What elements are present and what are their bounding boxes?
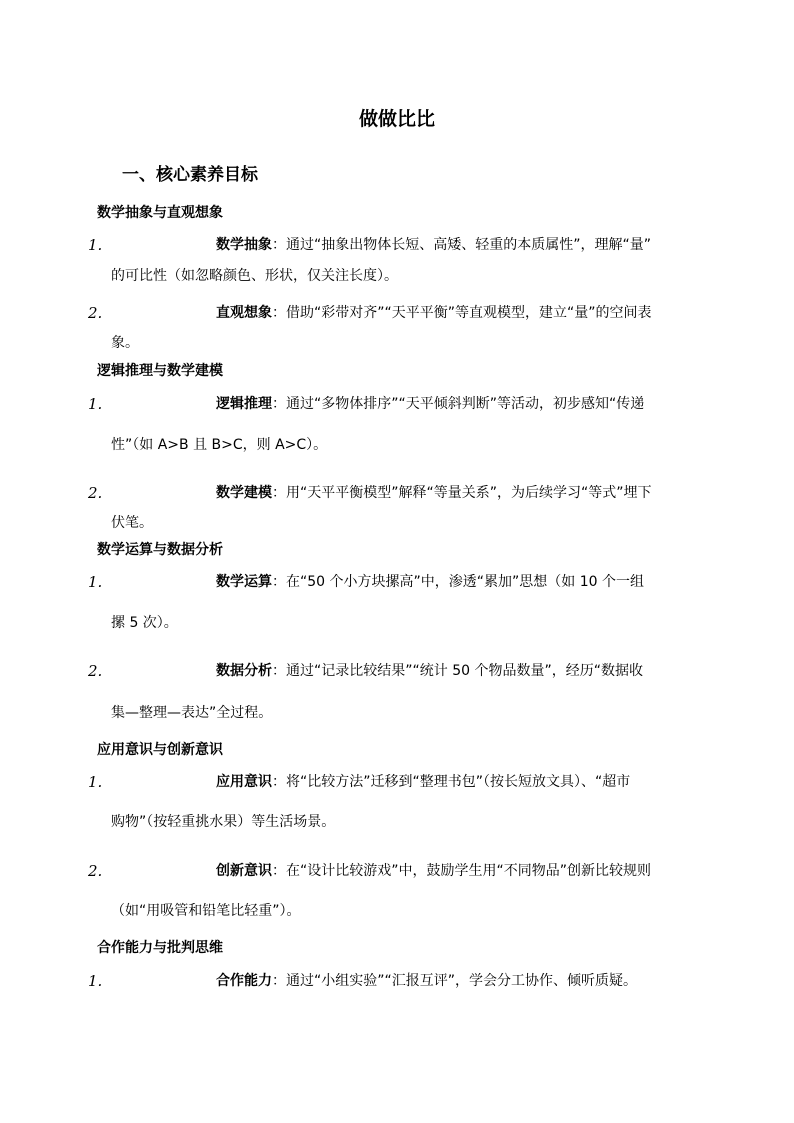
item-text: ：用“天平平衡模型”解释“等量关系”，为后续学习“等式”埋下 <box>272 485 652 501</box>
item-term: 逻辑推理 <box>216 396 272 412</box>
item-number: 1. <box>88 573 103 591</box>
section-heading: 一、核心素养目标 <box>122 165 258 185</box>
subsection-title: 数学运算与数据分析 <box>97 542 223 558</box>
item-continuation: 的可比性（如忽略颜色、形状，仅关注长度）。 <box>111 268 398 284</box>
item-line <box>216 660 676 680</box>
item-number: 2. <box>88 304 103 322</box>
item-line <box>216 860 676 880</box>
item-line <box>216 393 676 413</box>
item-text: ：通过“小组实验”“汇报互评”，学会分工协作、倾听质疑。 <box>272 973 638 989</box>
item-term: 应用意识 <box>216 774 272 790</box>
item-line <box>216 234 676 254</box>
subsection-title: 合作能力与批判思维 <box>97 940 223 956</box>
item-line <box>216 970 676 990</box>
item-text: ：通过“抽象出物体长短、高矮、轻重的本质属性”，理解“量” <box>272 237 652 253</box>
item-text: ：通过“多物体排序”“天平倾斜判断”等活动，初步感知“传递 <box>272 396 645 412</box>
item-term: 数学建模 <box>216 485 272 501</box>
item-text: ：在“设计比较游戏”中，鼓励学生用“不同物品”创新比较规则 <box>272 863 652 879</box>
item-number: 2. <box>88 862 103 880</box>
item-text: ：将“比较方法”迁移到“整理书包”（按长短放文具）、“超市 <box>272 774 631 790</box>
item-continuation: （如“用吸管和铅笔比轻重”）。 <box>111 903 301 919</box>
item-term: 创新意识 <box>216 863 272 879</box>
item-term: 数学运算 <box>216 574 272 590</box>
item-line <box>216 571 676 591</box>
item-number: 1. <box>88 972 103 990</box>
item-number: 1. <box>88 773 103 791</box>
item-term: 直观想象 <box>216 305 272 321</box>
item-term: 数学抽象 <box>216 237 272 253</box>
item-continuation: 象。 <box>111 335 139 351</box>
document-title: 做做比比 <box>358 108 435 130</box>
item-text: ：通过“记录比较结果”“统计 50 个物品数量”，经历“数据收 <box>272 663 643 679</box>
item-continuation: 伏笔。 <box>111 515 153 531</box>
item-line <box>216 482 676 502</box>
subsection-title: 应用意识与创新意识 <box>97 742 223 758</box>
item-line <box>216 771 676 791</box>
item-number: 1. <box>88 236 103 254</box>
subsection-title: 逻辑推理与数学建模 <box>97 363 223 379</box>
item-term: 数据分析 <box>216 663 272 679</box>
item-text: ：借助“彩带对齐”“天平平衡”等直观模型，建立“量”的空间表 <box>272 305 652 321</box>
item-continuation: 集—整理—表达”全过程。 <box>111 705 273 721</box>
item-continuation: 购物”（按轻重挑水果）等生活场景。 <box>111 814 336 830</box>
item-continuation: 摞 5 次）。 <box>111 615 178 631</box>
item-number: 2. <box>88 484 103 502</box>
subsection-title: 数学抽象与直观想象 <box>97 205 223 221</box>
item-continuation: 性”（如 A>B 且 B>C，则 A>C）。 <box>111 437 328 453</box>
item-number: 1. <box>88 395 103 413</box>
item-line <box>216 302 676 322</box>
item-number: 2. <box>88 662 103 680</box>
item-text: ：在“50 个小方块摞高”中，渗透“累加”思想（如 10 个一组 <box>272 574 644 590</box>
item-term: 合作能力 <box>216 973 272 989</box>
